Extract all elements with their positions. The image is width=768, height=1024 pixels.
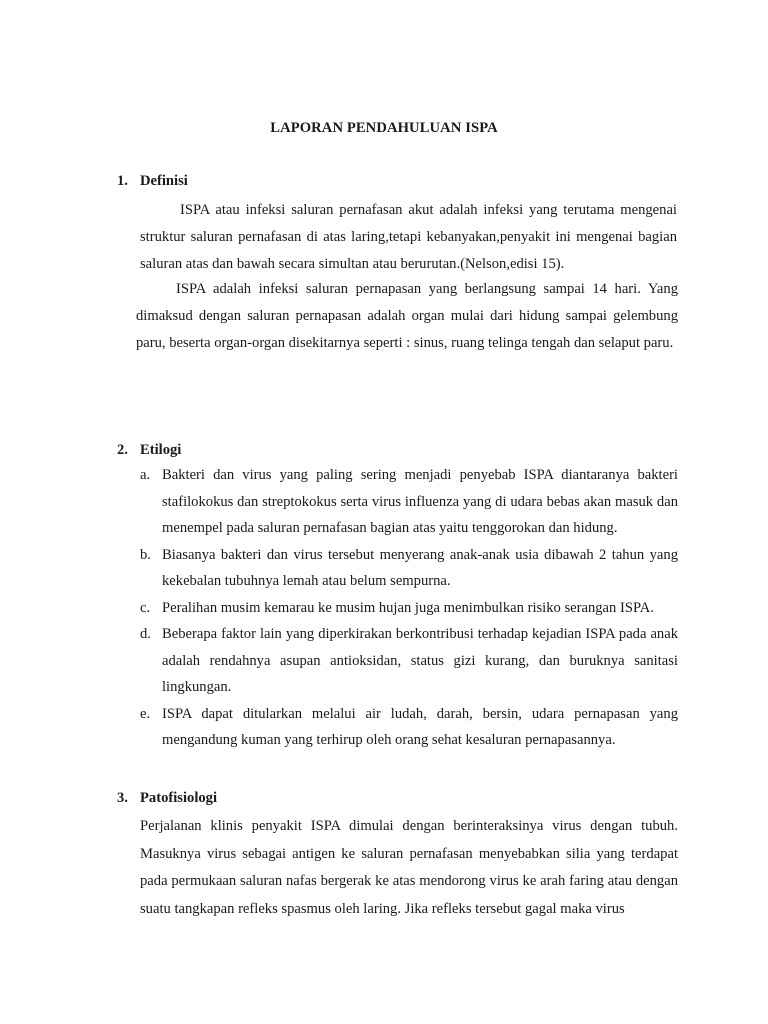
list-marker: b. [140, 546, 151, 563]
list-item [140, 701, 678, 754]
section-number: 1. [117, 173, 128, 189]
list-item [140, 621, 678, 701]
section-heading [117, 790, 217, 807]
section-number: 2. [117, 442, 128, 458]
section-heading [117, 442, 181, 459]
etilogi-list [140, 462, 678, 754]
list-item-text: ISPA dapat ditularkan melalui air ludah, darah, bersin, udara pernapasan yang mengandung kuman yang terhirup oleh orang sehat kesaluran pernapasannya. [162, 705, 678, 748]
list-marker: a. [140, 467, 151, 483]
list-item-text: Beberapa faktor lain yang diperkirakan berkontribusi terhadap kejadian ISPA pada anak adalah rendahnya asupan antioksidan, status gizi kurang, dan buruknya sanitasi lingkungan. [162, 626, 678, 695]
patofisiologi-paragraph: Perjalanan klinis penyakit ISPA dimulai dengan berinteraksinya virus dengan tubuh. Masuknya virus sebagai antigen ke saluran pernafasan menyebabkan silia yang terdapat pada permukaan saluran nafas bergerak ke atas mendorong virus ke arah faring atau dengan suatu tangkapan refleks spasmus oleh laring. Jika refleks tersebut gagal maka virus [140, 818, 678, 917]
list-item [140, 595, 678, 622]
list-marker: c. [140, 599, 151, 616]
list-item [140, 462, 678, 542]
section-heading-text: Definisi [140, 173, 188, 189]
section-heading-text: Etilogi [140, 442, 182, 458]
definisi-paragraph-2: ISPA adalah infeksi saluran pernapasan yang berlangsung sampai 14 hari. Yang dimaksud dengan saluran pernapasan adalah organ mulai dari hidung sampai gelembung paru, beserta organ-organ disekitarnya seperti : sinus, ruang telinga tengah dan selaput paru. [136, 281, 678, 351]
list-marker: e. [140, 705, 151, 722]
list-marker: d. [140, 626, 151, 642]
list-item [140, 542, 678, 595]
list-item-text: Bakteri dan virus yang paling sering menjadi penyebab ISPA diantaranya bakteri stafilokokus dan streptokokus serta virus influenza yang di udara bebas akan masuk dan menempel pada saluran pernafasan bagian atas yaitu tenggorokan dan hidung. [162, 467, 678, 536]
section-heading-text: Patofisiologi [140, 790, 218, 806]
document-title: LAPORAN PENDAHULUAN ISPA [270, 120, 498, 136]
section-heading [117, 173, 188, 190]
list-item-text: Peralihan musim kemarau ke musim hujan juga menimbulkan risiko serangan ISPA. [162, 599, 654, 616]
list-item-text: Biasanya bakteri dan virus tersebut menyerang anak-anak usia dibawah 2 tahun yang kekebalan tubuhnya lemah atau belum sempurna. [162, 546, 678, 589]
section-number: 3. [117, 790, 128, 806]
definisi-paragraph-1: ISPA atau infeksi saluran pernafasan akut adalah infeksi yang terutama mengenai struktur saluran pernafasan di atas laring,tetapi kebanyakan,penyakit ini mengenai bagian saluran atas dan bawah secara simultan atau berurutan.(Nelson,edisi 15). [140, 202, 677, 272]
